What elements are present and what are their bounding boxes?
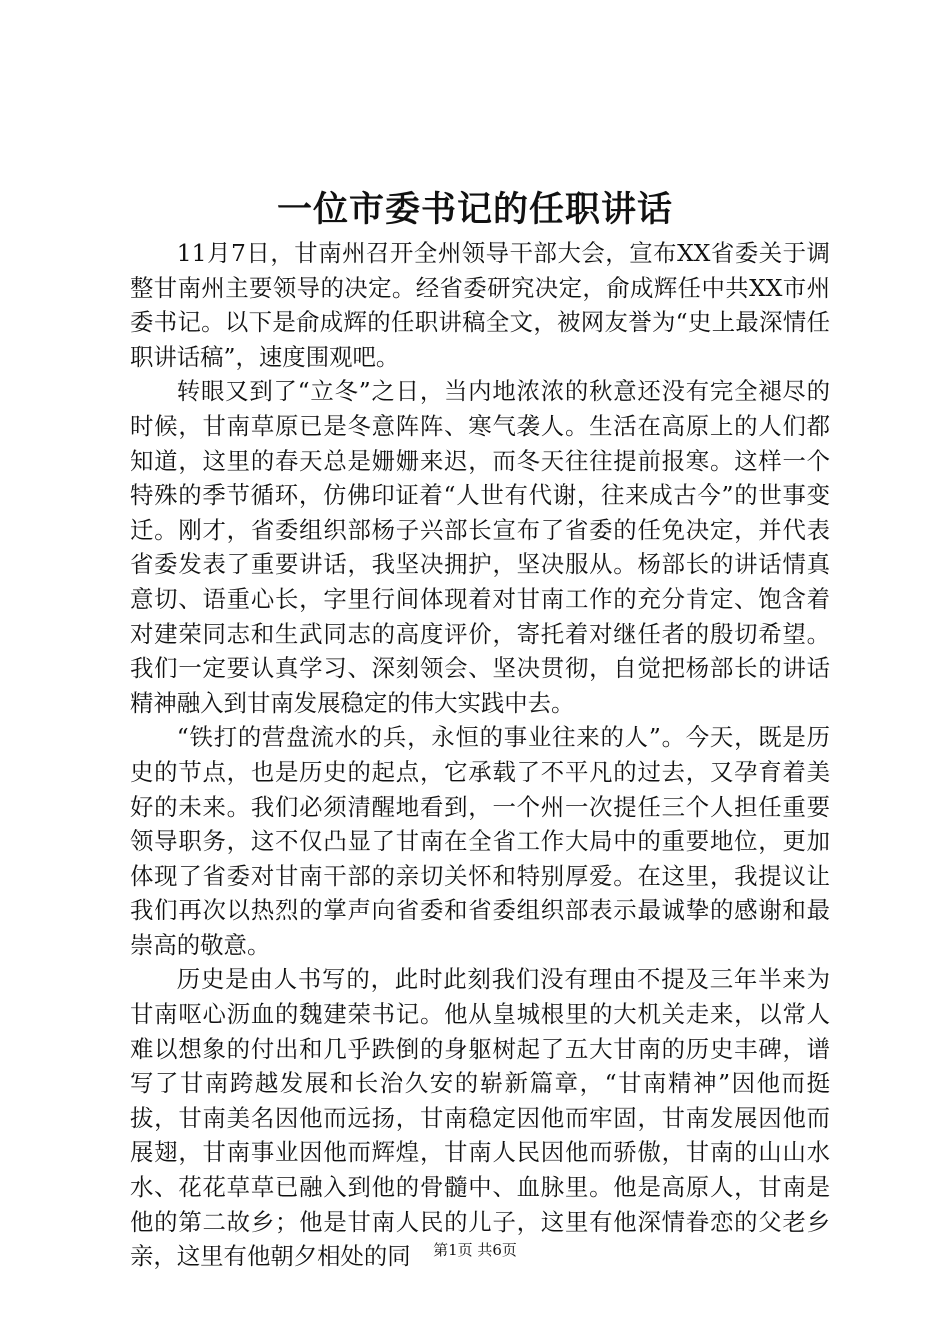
- page-number-footer: 第1页 共6页: [433, 1241, 517, 1259]
- paragraph-3: “铁打的营盘流水的兵，永恒的事业往来的人”。今天，既是历史的节点，也是历史的起点，它承载了不平凡的过去，又孕育着美好的未来。我们必须清醒地看到，一个州一次提任三个人担任重要领导职务，这不仅凸显了甘南在全省工作大局中的重要地位，更加体现了省委对甘南干部的亲切关怀和特别厚爱。在这里，我提议让我们再次以热烈的掌声向省委和省委组织部表示最诚挚的感谢和最崇高的敬意。: [130, 723, 830, 959]
- paragraph-2: 转眼又到了“立冬”之日，当内地浓浓的秋意还没有完全褪尽的时候，甘南草原已是冬意阵阵、寒气袭人。生活在高原上的人们都知道，这里的春天总是姗姗来迟，而冬天往往提前报寒。这样一个特殊的季节循环，仿佛印证着“人世有代谢，往来成古今”的世事变迁。刚才，省委组织部杨子兴部长宣布了省委的任免决定，并代表省委发表了重要讲话，我坚决拥护，坚决服从。杨部长的讲话情真意切、语重心长，字里行间体现着对甘南工作的充分肯定、饱含着对建荣同志和生武同志的高度评价，寄托着对继任者的殷切希望。我们一定要认真学习、深刻领会、坚决贯彻，自觉把杨部长的讲话精神融入到甘南发展稳定的伟大实践中去。: [130, 377, 830, 717]
- paragraph-1: 11月7日，甘南州召开全州领导干部大会，宣布XX省委关于调整甘南州主要领导的决定。经省委研究决定，俞成辉任中共XX市州委书记。以下是俞成辉的任职讲稿全文，被网友誉为“史上最深情任职讲话稿”，速度围观吧。: [130, 239, 830, 371]
- document-title: 一位市委书记的任职讲话: [276, 189, 673, 230]
- paragraph-4: 历史是由人书写的，此时此刻我们没有理由不提及三年半来为甘南呕心沥血的魏建荣书记。他从皇城根里的大机关走来，以常人难以想象的付出和几乎跌倒的身躯树起了五大甘南的历史丰碑，谱写了甘南跨越发展和长治久安的崭新篇章，“甘南精神”因他而挺拔，甘南美名因他而远扬，甘南稳定因他而牢固，甘南发展因他而展翅，甘南事业因他而辉煌，甘南人民因他而骄傲，甘南的山山水水、花花草草已融入到他的骨髓中、血脉里。他是高原人，甘南是他的第二故乡；他是甘南人民的儿子，这里有他深情眷恋的父老乡亲，这里有他朝夕相处的同: [130, 965, 830, 1271]
- document-body: [130, 236, 830, 1274]
